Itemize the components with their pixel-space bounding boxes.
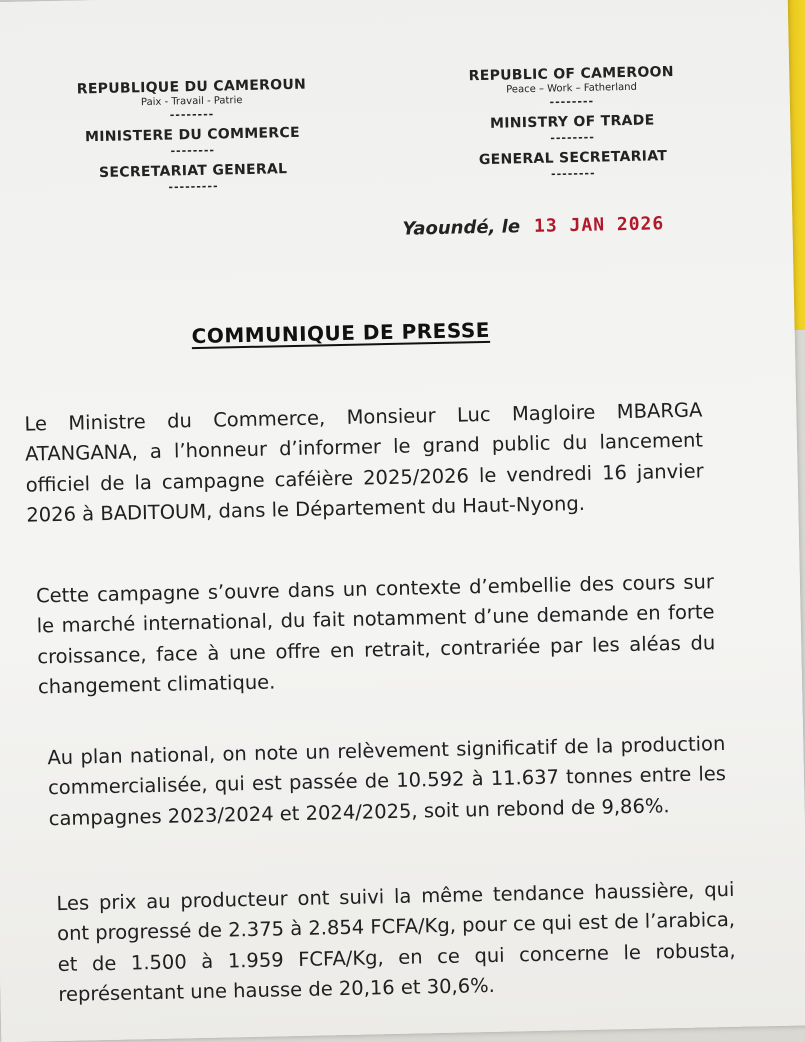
- header-english: [421, 62, 723, 188]
- separator: --------: [170, 143, 216, 158]
- separator: ---------: [168, 179, 219, 194]
- separator: --------: [169, 107, 215, 122]
- motto-en: Peace – Work – Fatherland: [506, 81, 638, 96]
- separator: --------: [549, 94, 595, 109]
- country-name-en: REPUBLIC OF CAMEROON: [468, 63, 674, 85]
- ministry-name-en: MINISTRY OF TRADE: [489, 112, 655, 132]
- date-place: Yaoundé, le: [402, 216, 521, 240]
- separator: --------: [550, 130, 595, 145]
- header-french: [41, 75, 343, 201]
- paragraph: Le Ministre du Commerce, Monsieur Luc Magloire MBARGA ATANGANA, a l’honneur d’informer le grand public du lancement officiel de la campagne caféière 2025/2026 le vendredi 16 janvier 2026 à BADITOUM, dans le Département du Haut-Nyong.: [24, 397, 704, 527]
- paragraph: Au plan national, on note un relèvement significatif de la production commercialisée, qui est passée de 10.592 à 11.637 tonnes entre les campagnes 2023/2024 et 2024/2025, soit un rebond de 9,86%.: [47, 731, 727, 830]
- separator: --------: [550, 166, 596, 181]
- country-name-fr: REPUBLIQUE DU CAMEROUN: [76, 76, 307, 98]
- department-name-en: GENERAL SECRETARIAT: [478, 148, 668, 169]
- motto-fr: Paix - Travail - Patrie: [140, 95, 243, 109]
- document-title: COMMUNIQUE DE PRESSE: [191, 317, 491, 349]
- ministry-name-fr: MINISTERE DU COMMERCE: [84, 124, 301, 146]
- date-stamp: 13 JAN 2026: [533, 213, 665, 237]
- department-name-fr: SECRETARIAT GENERAL: [98, 161, 288, 182]
- paragraph: Les prix au producteur ont suivi la même tendance haussière, qui ont progressé de 2.375 à 2.854 FCFA/Kg, pour ce qui est de l’arabica, et de 1.500 à 1.959 FCFA/Kg, en ce qui concerne le robusta, représentant une hausse de 20,16 et 30,6%.: [56, 877, 736, 1007]
- paragraph: Cette campagne s’ouvre dans un contexte d’embellie des cours sur le marché international, du fait notamment d’une demande en forte croissance, face à une offre en retrait, contrariée par les aléas du changement climatique.: [35, 569, 716, 699]
- date-line: [402, 213, 664, 239]
